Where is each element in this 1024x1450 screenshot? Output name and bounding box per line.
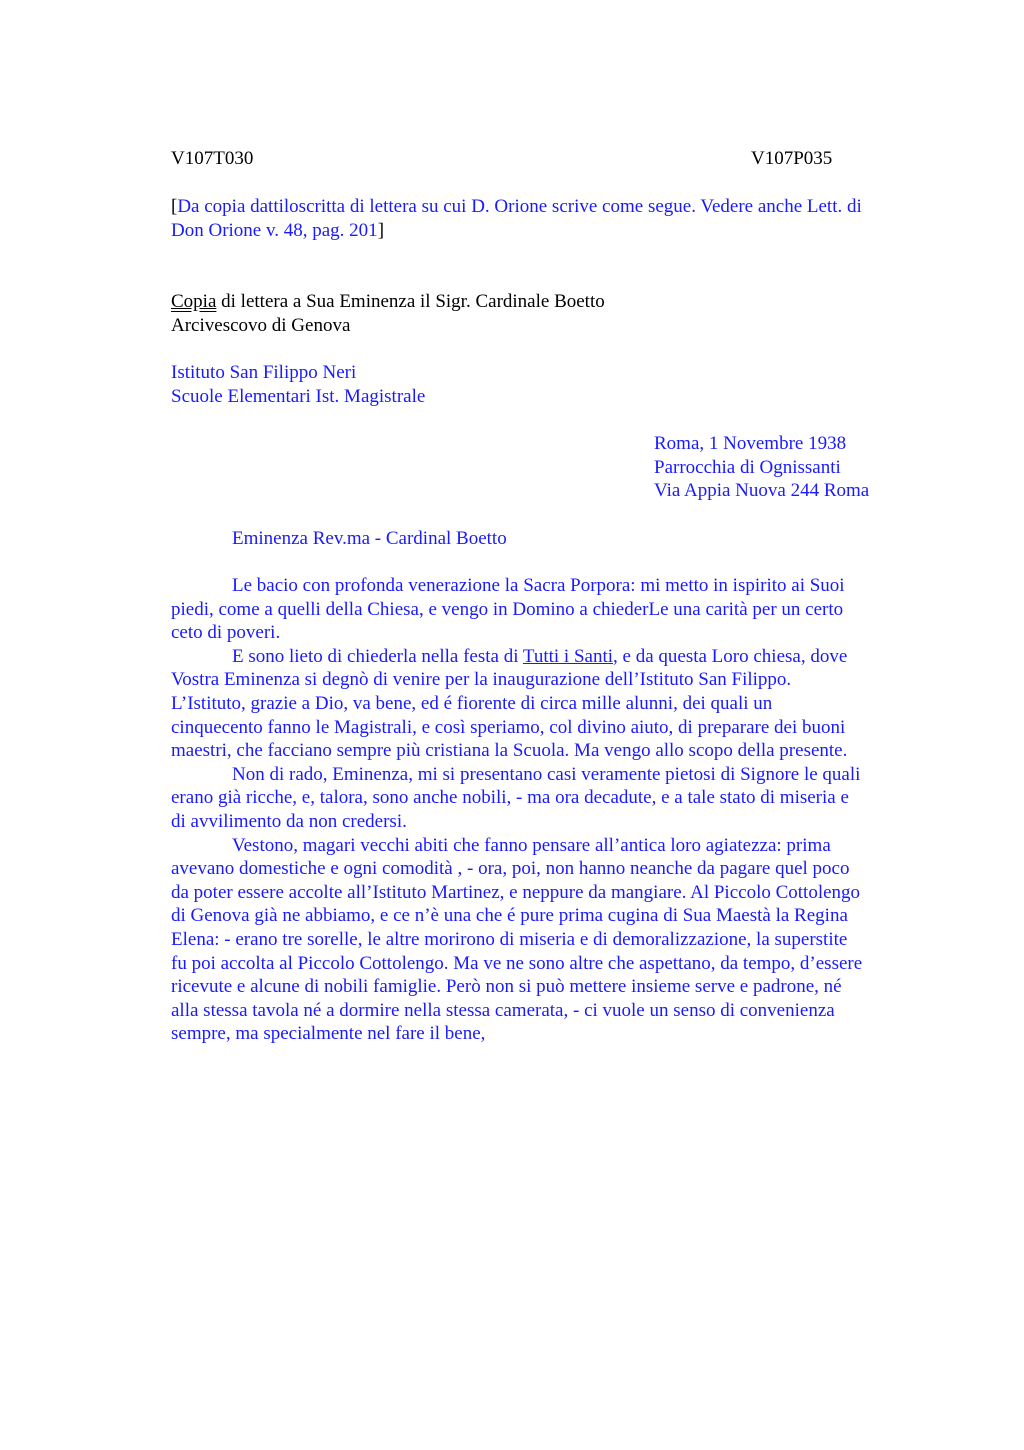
body-line: erano già ricche, e, talora, sono anche nobili, - ma ora decadute, e a tale stato di miseria e — [171, 787, 849, 809]
header-left-code: V107T030 — [171, 148, 254, 169]
body-line: maestri, che facciano sempre più cristiana la Scuola. Ma vengo allo scopo della presente. — [171, 740, 848, 762]
copy-heading-rest: di lettera a Sua Eminenza il Sigr. Cardinale Boetto — [216, 291, 605, 312]
letter-body — [171, 574, 931, 1046]
body-line: ricevute e alcune di nobili famiglie. Però non si può mettere insieme serve e padrone, né — [171, 976, 842, 998]
body-line: alla stessa tavola né a dormire nella stessa camerata, - ci vuole un senso di convenienza — [171, 999, 835, 1021]
note-line-2: Don Orione v. 48, pag. 201 — [171, 219, 378, 241]
header-right-code: V107P035 — [751, 148, 833, 169]
body-line-with-link — [171, 645, 931, 669]
body-text: E sono lieto di chiederla nella festa di — [232, 645, 523, 667]
body-line: sempre, ma specialmente nel fare il bene, — [171, 1023, 486, 1045]
place-date-line-3: Via Appia Nuova 244 Roma — [654, 480, 870, 502]
letterhead-line-1: Istituto San Filippo Neri — [171, 362, 357, 383]
body-line: Le bacio con profonda venerazione la Sacra Porpora: mi metto in ispirito ai Suoi — [232, 575, 845, 596]
body-line: avevano domestiche e ogni comodità , - ora, poi, non hanno neanche da pagare quel poco — [171, 858, 850, 880]
letterhead — [171, 361, 931, 408]
note-close-bracket: ] — [377, 219, 385, 241]
note-line-1: Da copia dattiloscritta di lettera su cui D. Orione scrive come segue. Vedere anche Lett. di — [177, 196, 862, 217]
place-date-line-2: Parrocchia di Ognissanti — [654, 456, 841, 478]
letterhead-line-2: Scuole Elementari Ist. Magistrale — [171, 385, 426, 407]
copy-heading-line-2: Arcivescovo di Genova — [171, 314, 351, 336]
place-date-line-1: Roma, 1 Novembre 1938 — [654, 433, 847, 454]
body-line: L’Istituto, grazie a Dio, va bene, ed é fiorente di circa mille alunni, dei quali un — [171, 692, 773, 714]
place-date-block — [654, 432, 914, 503]
body-line: cinquecento fanno le Magistrali, e così speriamo, col divino aiuto, di preparare dei buoni — [171, 716, 846, 738]
editorial-note — [171, 195, 931, 242]
body-text: , e da questa Loro chiesa, dove — [613, 645, 848, 667]
body-line: di avvilimento da non credersi. — [171, 810, 407, 832]
body-line: ceto di poveri. — [171, 622, 281, 644]
body-line: Elena: - erano tre sorelle, le altre morirono di miseria e di demoralizzazione, la superstite — [171, 928, 848, 950]
body-line: Non di rado, Eminenza, mi si presentano casi veramente pietosi di Signore le quali — [232, 763, 861, 785]
copy-word: Copia — [171, 291, 217, 312]
copy-heading — [171, 290, 931, 337]
body-line: di Genova già ne abbiamo, e ce n’è una che é pure prima cugina di Sua Maestà la Regina — [171, 905, 848, 927]
body-line: Vestono, magari vecchi abiti che fanno pensare all’antica loro agiatezza: prima — [232, 834, 831, 856]
salutation: Eminenza Rev.ma - Cardinal Boetto — [232, 528, 507, 549]
tutti-i-santi-underlined: Tutti i Santi — [522, 645, 614, 667]
body-line: Vostra Eminenza si degnò di venire per la inaugurazione dell’Istituto San Filippo. — [171, 669, 792, 691]
body-line: piedi, come a quelli della Chiesa, e vengo in Domino a chiederLe una carità per un certo — [171, 598, 844, 620]
body-line: da poter essere accolte all’Istituto Martinez, e neppure da mangiare. Al Piccolo Cottolengo — [171, 881, 861, 903]
note-open-bracket: [ — [171, 196, 178, 217]
body-line: fu poi accolta al Piccolo Cottolengo. Ma ve ne sono altre che aspettano, da tempo, d’essere — [171, 952, 863, 974]
